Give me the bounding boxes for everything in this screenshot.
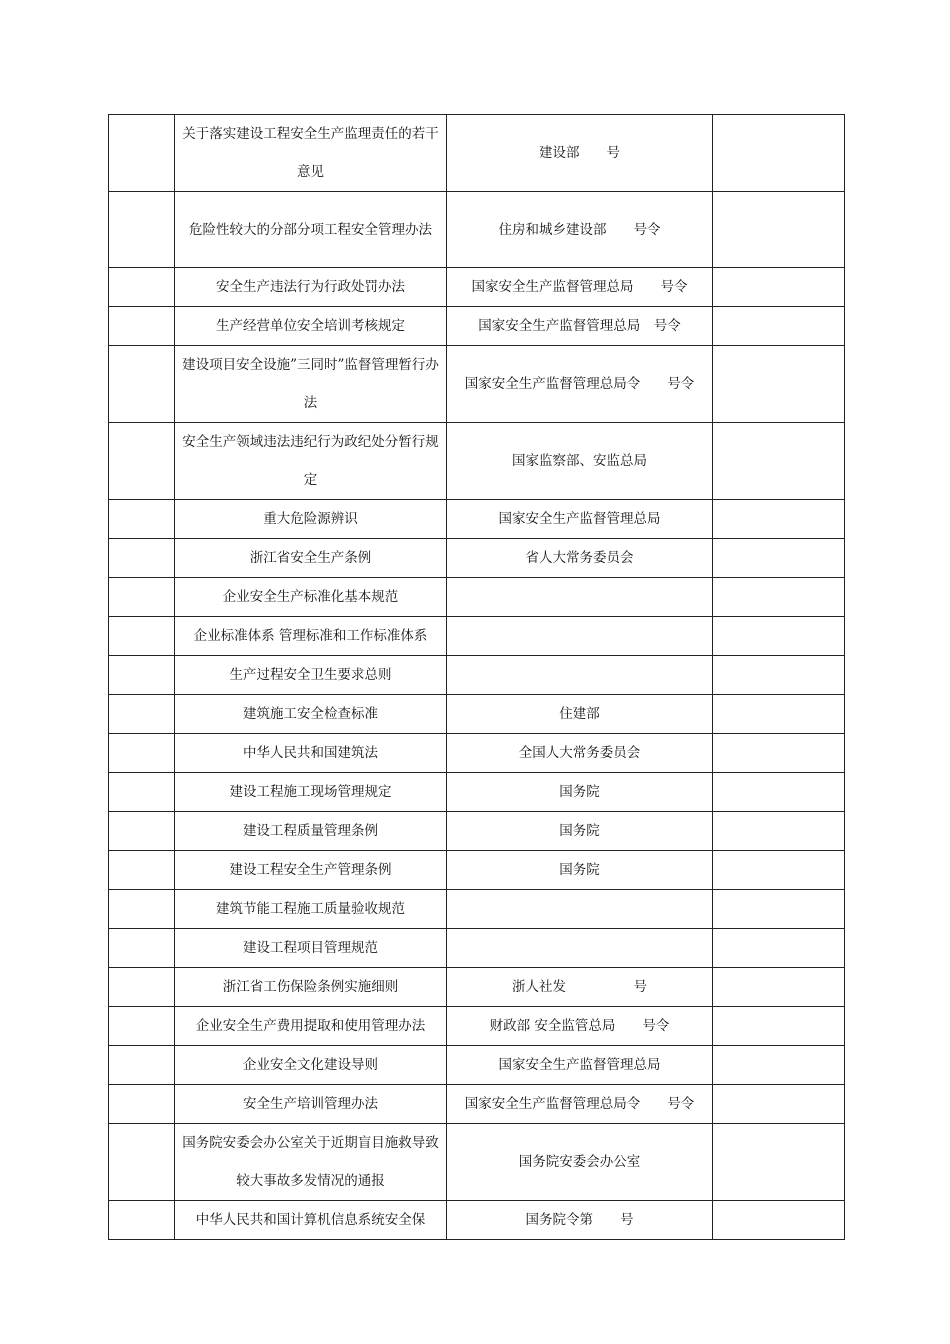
table-row xyxy=(109,617,845,656)
cell-issuer: 国家安全生产监督管理总局 号令 xyxy=(447,268,713,307)
cell-remark xyxy=(713,890,845,929)
cell-remark xyxy=(713,734,845,773)
cell-regulation-name: 重大危险源辨识 xyxy=(175,500,447,539)
cell-issuer: 住建部 xyxy=(447,695,713,734)
cell-regulation-name: 企业安全生产标准化基本规范 xyxy=(175,578,447,617)
cell-regulation-name: 生产经营单位安全培训考核规定 xyxy=(175,307,447,346)
cell-number xyxy=(109,1007,175,1046)
table-row xyxy=(109,578,845,617)
cell-number xyxy=(109,1046,175,1085)
table-row xyxy=(109,1201,845,1240)
cell-regulation-name: 生产过程安全卫生要求总则 xyxy=(175,656,447,695)
cell-remark xyxy=(713,1007,845,1046)
table-row xyxy=(109,115,845,192)
cell-regulation-name: 建设工程施工现场管理规定 xyxy=(175,773,447,812)
cell-number xyxy=(109,500,175,539)
cell-number xyxy=(109,115,175,192)
cell-regulation-name: 建筑节能工程施工质量验收规范 xyxy=(175,890,447,929)
cell-remark xyxy=(713,1046,845,1085)
table-row xyxy=(109,851,845,890)
cell-issuer: 国家安全生产监督管理总局 xyxy=(447,1046,713,1085)
cell-regulation-name: 中华人民共和国建筑法 xyxy=(175,734,447,773)
cell-regulation-name: 安全生产违法行为行政处罚办法 xyxy=(175,268,447,307)
cell-number xyxy=(109,1201,175,1240)
table-row xyxy=(109,773,845,812)
cell-remark xyxy=(713,423,845,500)
cell-number xyxy=(109,1124,175,1201)
cell-remark xyxy=(713,656,845,695)
cell-issuer: 国务院令第 号 xyxy=(447,1201,713,1240)
cell-number xyxy=(109,423,175,500)
cell-regulation-name: 安全生产领域违法违纪行为政纪处分暂行规定 xyxy=(175,423,447,500)
table-row xyxy=(109,307,845,346)
cell-number xyxy=(109,617,175,656)
cell-remark xyxy=(713,968,845,1007)
cell-regulation-name: 建设项目安全设施”三同时”监督管理暂行办法 xyxy=(175,346,447,423)
cell-regulation-name: 建设工程质量管理条例 xyxy=(175,812,447,851)
cell-issuer: 国家安全生产监督管理总局 号令 xyxy=(447,307,713,346)
cell-regulation-name: 中华人民共和国计算机信息系统安全保 xyxy=(175,1201,447,1240)
cell-number xyxy=(109,346,175,423)
cell-issuer xyxy=(447,890,713,929)
cell-issuer: 国务院 xyxy=(447,812,713,851)
cell-issuer: 国务院安委会办公室 xyxy=(447,1124,713,1201)
cell-number xyxy=(109,968,175,1007)
table-row xyxy=(109,1124,845,1201)
cell-number xyxy=(109,695,175,734)
table-row xyxy=(109,423,845,500)
table-row xyxy=(109,656,845,695)
cell-issuer: 国务院 xyxy=(447,773,713,812)
cell-remark xyxy=(713,773,845,812)
cell-regulation-name: 国务院安委会办公室关于近期盲目施救导致较大事故多发情况的通报 xyxy=(175,1124,447,1201)
cell-issuer: 浙人社发 号 xyxy=(447,968,713,1007)
cell-remark xyxy=(713,812,845,851)
regulations-table xyxy=(108,114,845,1240)
cell-issuer xyxy=(447,656,713,695)
cell-remark xyxy=(713,1085,845,1124)
table-row xyxy=(109,812,845,851)
cell-number xyxy=(109,1085,175,1124)
cell-issuer: 国家安全生产监督管理总局令 号令 xyxy=(447,1085,713,1124)
cell-number xyxy=(109,929,175,968)
table-row xyxy=(109,500,845,539)
table-row xyxy=(109,890,845,929)
cell-number xyxy=(109,734,175,773)
cell-remark xyxy=(713,192,845,268)
cell-remark xyxy=(713,1124,845,1201)
cell-remark xyxy=(713,307,845,346)
cell-issuer: 建设部 号 xyxy=(447,115,713,192)
cell-issuer xyxy=(447,929,713,968)
cell-remark xyxy=(713,695,845,734)
cell-regulation-name: 浙江省工伤保险条例实施细则 xyxy=(175,968,447,1007)
cell-regulation-name: 企业安全文化建设导则 xyxy=(175,1046,447,1085)
table-row xyxy=(109,346,845,423)
cell-number xyxy=(109,812,175,851)
cell-number xyxy=(109,307,175,346)
cell-remark xyxy=(713,1201,845,1240)
table-row xyxy=(109,1046,845,1085)
cell-number xyxy=(109,773,175,812)
table-row xyxy=(109,968,845,1007)
cell-regulation-name: 浙江省安全生产条例 xyxy=(175,539,447,578)
cell-issuer: 省人大常务委员会 xyxy=(447,539,713,578)
table-row xyxy=(109,268,845,307)
cell-issuer: 住房和城乡建设部 号令 xyxy=(447,192,713,268)
cell-remark xyxy=(713,500,845,539)
cell-number xyxy=(109,539,175,578)
cell-regulation-name: 关于落实建设工程安全生产监理责任的若干意见 xyxy=(175,115,447,192)
cell-remark xyxy=(713,346,845,423)
cell-number xyxy=(109,268,175,307)
cell-regulation-name: 建设工程项目管理规范 xyxy=(175,929,447,968)
cell-remark xyxy=(713,578,845,617)
table-row xyxy=(109,929,845,968)
cell-number xyxy=(109,851,175,890)
cell-remark xyxy=(713,851,845,890)
table-row xyxy=(109,1007,845,1046)
table-row xyxy=(109,1085,845,1124)
cell-regulation-name: 建筑施工安全检查标准 xyxy=(175,695,447,734)
table-row xyxy=(109,539,845,578)
cell-number xyxy=(109,890,175,929)
cell-remark xyxy=(713,115,845,192)
table-row xyxy=(109,695,845,734)
cell-issuer: 国家安全生产监督管理总局令 号令 xyxy=(447,346,713,423)
cell-remark xyxy=(713,617,845,656)
cell-remark xyxy=(713,268,845,307)
cell-issuer: 全国人大常务委员会 xyxy=(447,734,713,773)
cell-regulation-name: 企业标准体系 管理标准和工作标准体系 xyxy=(175,617,447,656)
cell-number xyxy=(109,656,175,695)
cell-issuer: 财政部 安全监管总局 号令 xyxy=(447,1007,713,1046)
cell-regulation-name: 安全生产培训管理办法 xyxy=(175,1085,447,1124)
cell-number xyxy=(109,578,175,617)
cell-regulation-name: 危险性较大的分部分项工程安全管理办法 xyxy=(175,192,447,268)
cell-issuer: 国务院 xyxy=(447,851,713,890)
cell-issuer xyxy=(447,578,713,617)
cell-remark xyxy=(713,929,845,968)
cell-issuer xyxy=(447,617,713,656)
cell-issuer: 国家安全生产监督管理总局 xyxy=(447,500,713,539)
table-row xyxy=(109,192,845,268)
cell-issuer: 国家监察部、安监总局 xyxy=(447,423,713,500)
cell-regulation-name: 企业安全生产费用提取和使用管理办法 xyxy=(175,1007,447,1046)
regulations-table-body xyxy=(109,115,845,1240)
table-row xyxy=(109,734,845,773)
cell-regulation-name: 建设工程安全生产管理条例 xyxy=(175,851,447,890)
cell-remark xyxy=(713,539,845,578)
cell-number xyxy=(109,192,175,268)
